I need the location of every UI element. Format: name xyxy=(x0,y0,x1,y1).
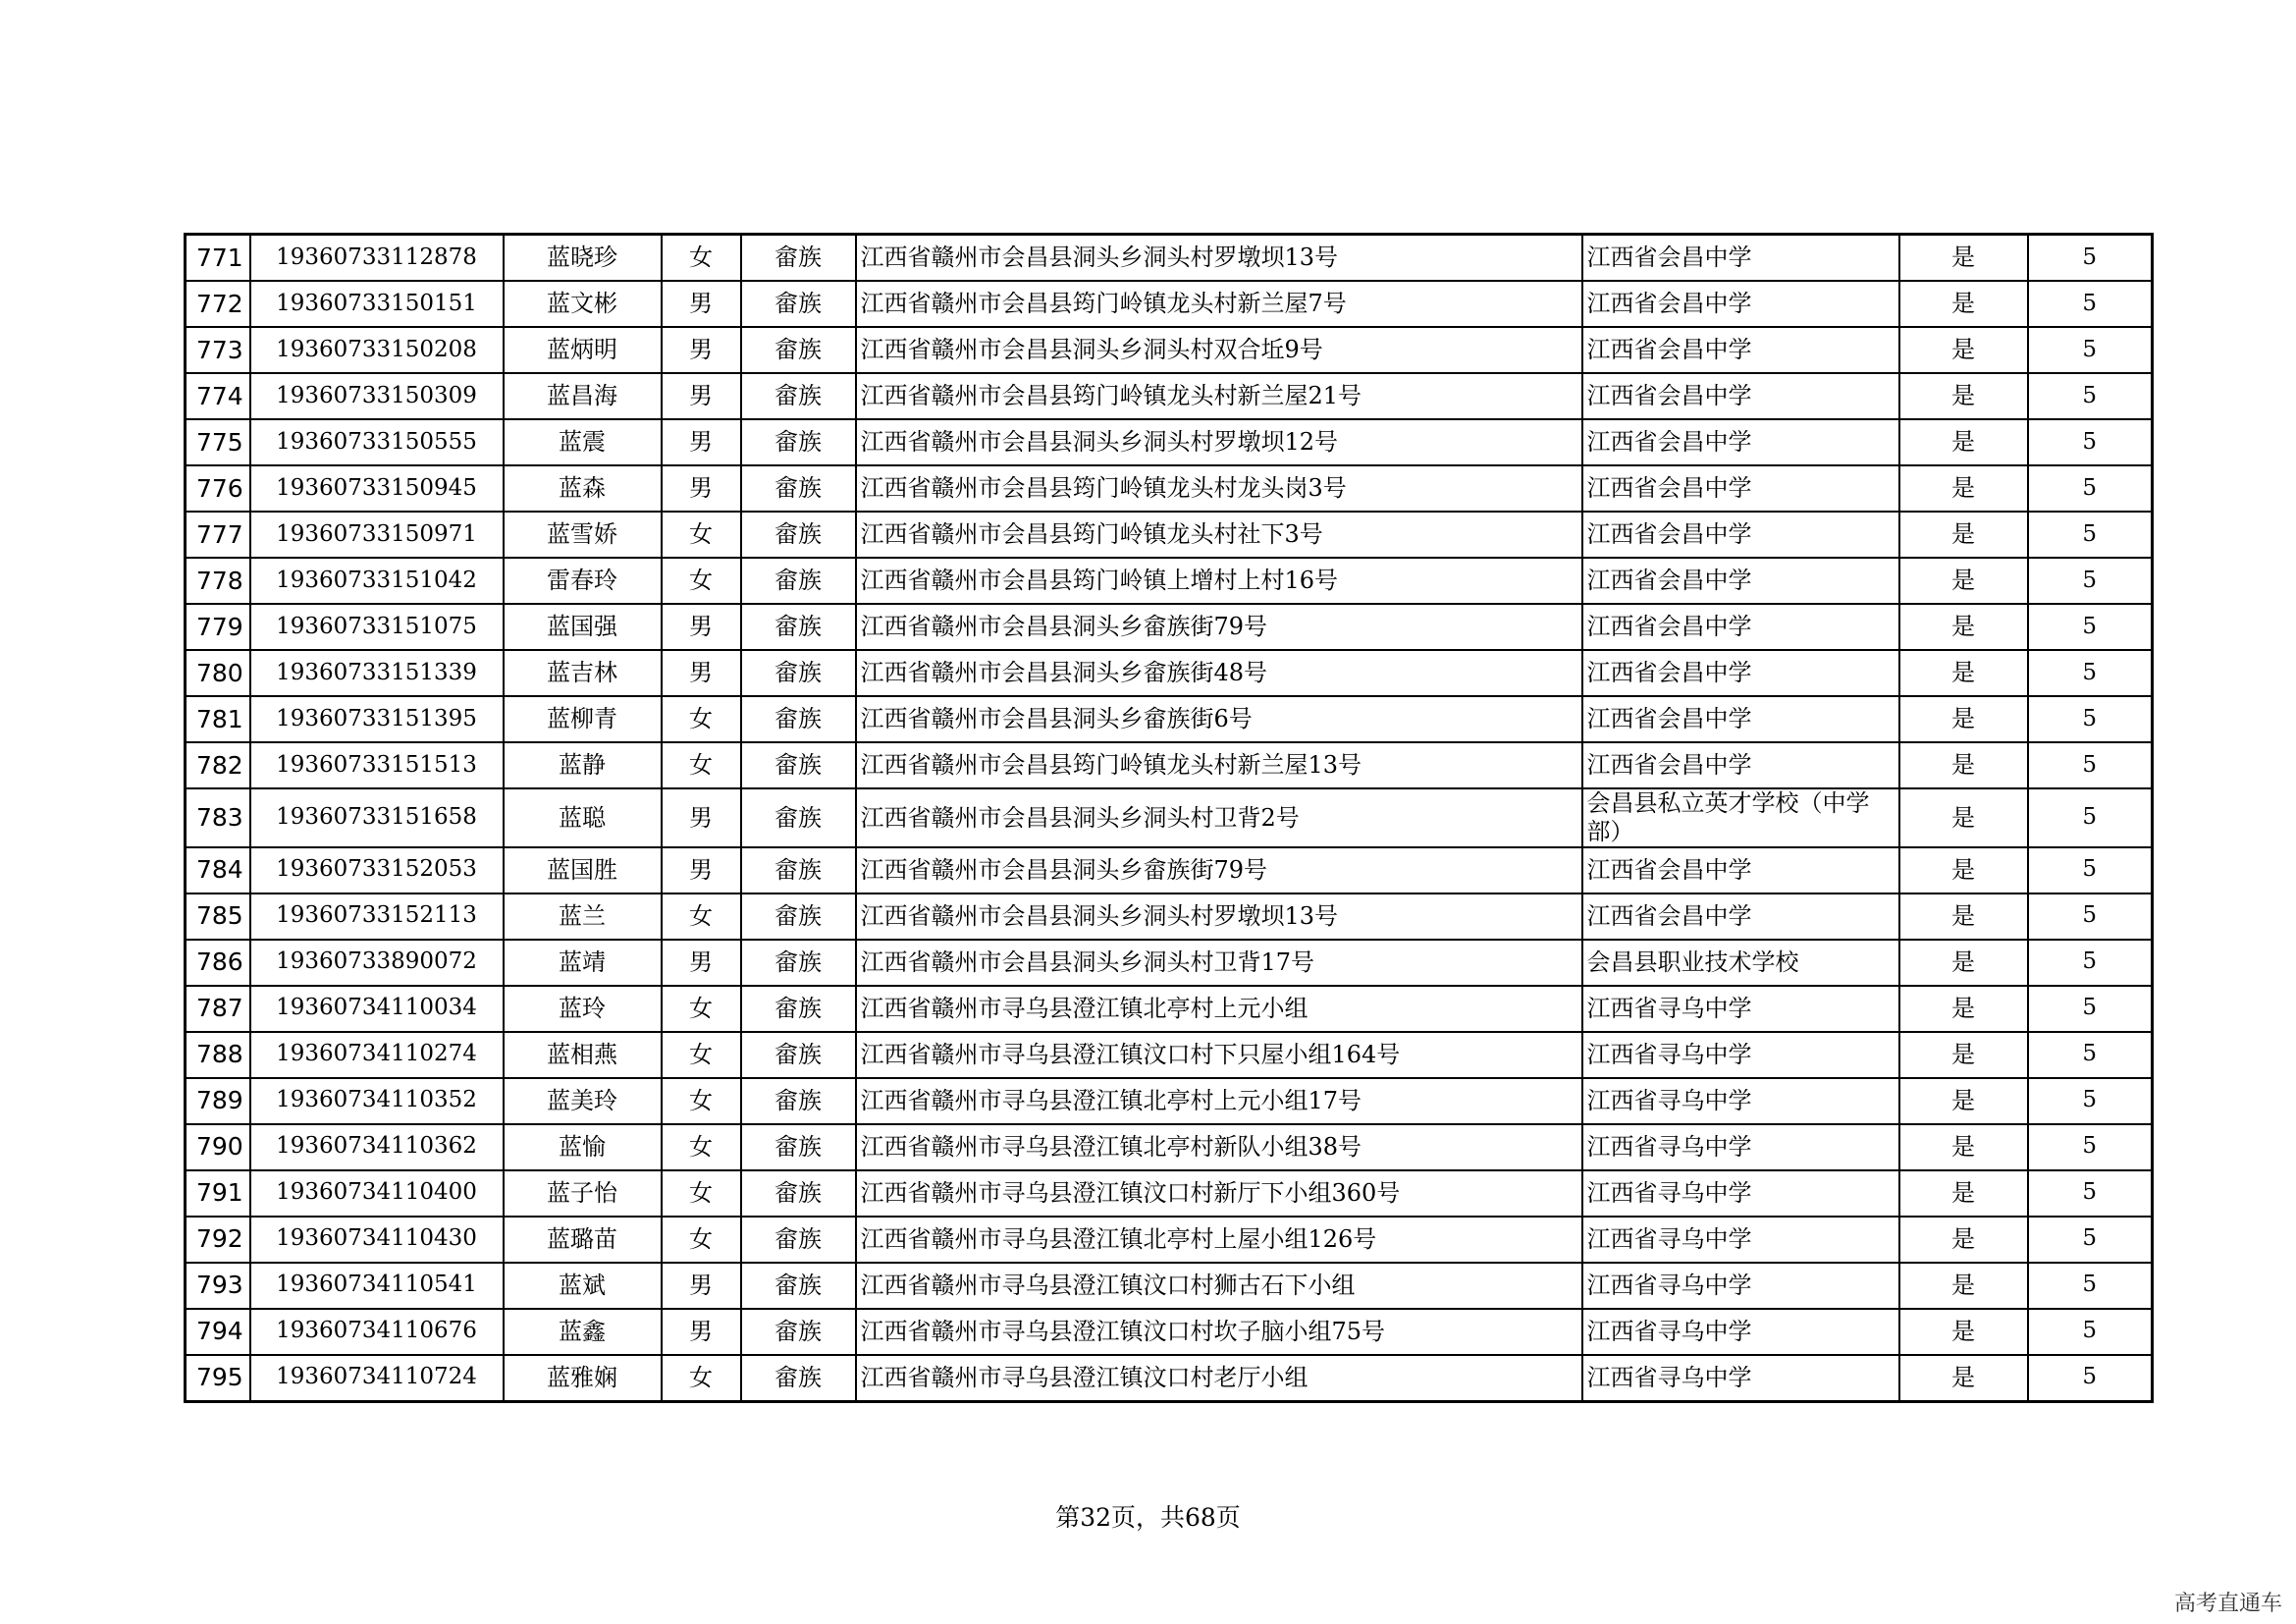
cell-school: 江西省会昌中学 xyxy=(1582,419,1899,465)
cell-address: 江西省赣州市寻乌县澄江镇汶口村坎子脑小组75号 xyxy=(856,1309,1582,1355)
cell-gender: 女 xyxy=(662,512,741,558)
cell-name: 蓝聪 xyxy=(504,788,662,847)
cell-ethnicity: 畲族 xyxy=(741,512,856,558)
cell-bonus-score: 5 xyxy=(2028,1309,2153,1355)
cell-ethnicity: 畲族 xyxy=(741,235,856,282)
cell-eligible: 是 xyxy=(1899,419,2028,465)
cell-bonus-score: 5 xyxy=(2028,373,2153,419)
cell-exam-id: 19360733150309 xyxy=(250,373,504,419)
cell-bonus-score: 5 xyxy=(2028,1170,2153,1217)
cell-ethnicity: 畲族 xyxy=(741,419,856,465)
cell-bonus-score: 5 xyxy=(2028,1263,2153,1309)
cell-bonus-score: 5 xyxy=(2028,847,2153,893)
cell-ethnicity: 畲族 xyxy=(741,1078,856,1124)
roster-body xyxy=(186,235,2153,1402)
watermark: 高考直通车 xyxy=(2173,1592,2282,1616)
cell-name: 蓝昌海 xyxy=(504,373,662,419)
cell-eligible: 是 xyxy=(1899,604,2028,650)
cell-seq: 791 xyxy=(186,1170,250,1217)
cell-address: 江西省赣州市会昌县洞头乡畲族街79号 xyxy=(856,847,1582,893)
cell-name: 蓝森 xyxy=(504,465,662,512)
cell-ethnicity: 畲族 xyxy=(741,327,856,373)
cell-ethnicity: 畲族 xyxy=(741,1355,856,1402)
cell-school: 江西省会昌中学 xyxy=(1582,327,1899,373)
cell-bonus-score: 5 xyxy=(2028,465,2153,512)
cell-address: 江西省赣州市会昌县洞头乡畲族街6号 xyxy=(856,696,1582,742)
cell-gender: 男 xyxy=(662,1309,741,1355)
cell-gender: 男 xyxy=(662,847,741,893)
cell-ethnicity: 畲族 xyxy=(741,650,856,696)
cell-seq: 785 xyxy=(186,893,250,940)
cell-name: 蓝相燕 xyxy=(504,1032,662,1078)
cell-address: 江西省赣州市会昌县筠门岭镇龙头村社下3号 xyxy=(856,512,1582,558)
table-row xyxy=(186,1032,2153,1078)
cell-address: 江西省赣州市寻乌县澄江镇北亭村上屋小组126号 xyxy=(856,1217,1582,1263)
cell-ethnicity: 畲族 xyxy=(741,986,856,1032)
table-row xyxy=(186,1124,2153,1170)
cell-bonus-score: 5 xyxy=(2028,893,2153,940)
cell-seq: 778 xyxy=(186,558,250,604)
cell-eligible: 是 xyxy=(1899,1217,2028,1263)
cell-address: 江西省赣州市会昌县洞头乡洞头村卫背17号 xyxy=(856,940,1582,986)
cell-name: 蓝鑫 xyxy=(504,1309,662,1355)
cell-gender: 男 xyxy=(662,1263,741,1309)
cell-seq: 780 xyxy=(186,650,250,696)
table-row xyxy=(186,1355,2153,1402)
cell-seq: 776 xyxy=(186,465,250,512)
cell-name: 蓝兰 xyxy=(504,893,662,940)
table-row xyxy=(186,558,2153,604)
cell-gender: 女 xyxy=(662,1170,741,1217)
cell-seq: 789 xyxy=(186,1078,250,1124)
cell-eligible: 是 xyxy=(1899,788,2028,847)
table-row xyxy=(186,650,2153,696)
cell-exam-id: 19360733890072 xyxy=(250,940,504,986)
cell-seq: 775 xyxy=(186,419,250,465)
cell-exam-id: 19360733152113 xyxy=(250,893,504,940)
cell-exam-id: 19360733151513 xyxy=(250,742,504,788)
cell-address: 江西省赣州市会昌县洞头乡畲族街48号 xyxy=(856,650,1582,696)
cell-eligible: 是 xyxy=(1899,1355,2028,1402)
cell-seq: 782 xyxy=(186,742,250,788)
cell-ethnicity: 畲族 xyxy=(741,1032,856,1078)
cell-school: 会昌县职业技术学校 xyxy=(1582,940,1899,986)
table-row xyxy=(186,465,2153,512)
cell-name: 蓝静 xyxy=(504,742,662,788)
cell-address: 江西省赣州市寻乌县澄江镇北亭村上元小组17号 xyxy=(856,1078,1582,1124)
table-row xyxy=(186,788,2153,847)
cell-eligible: 是 xyxy=(1899,1309,2028,1355)
cell-eligible: 是 xyxy=(1899,512,2028,558)
cell-bonus-score: 5 xyxy=(2028,940,2153,986)
cell-exam-id: 19360733152053 xyxy=(250,847,504,893)
cell-school: 江西省会昌中学 xyxy=(1582,465,1899,512)
cell-exam-id: 19360734110034 xyxy=(250,986,504,1032)
cell-school: 江西省寻乌中学 xyxy=(1582,1355,1899,1402)
cell-exam-id: 19360734110362 xyxy=(250,1124,504,1170)
table-row xyxy=(186,235,2153,282)
cell-name: 蓝吉林 xyxy=(504,650,662,696)
cell-gender: 男 xyxy=(662,419,741,465)
table-row xyxy=(186,742,2153,788)
cell-exam-id: 19360733151339 xyxy=(250,650,504,696)
cell-seq: 784 xyxy=(186,847,250,893)
table-row xyxy=(186,1217,2153,1263)
cell-gender: 男 xyxy=(662,327,741,373)
cell-name: 蓝柳青 xyxy=(504,696,662,742)
cell-address: 江西省赣州市会昌县筠门岭镇龙头村龙头岗3号 xyxy=(856,465,1582,512)
cell-bonus-score: 5 xyxy=(2028,281,2153,327)
cell-eligible: 是 xyxy=(1899,281,2028,327)
cell-name: 蓝美玲 xyxy=(504,1078,662,1124)
cell-school: 江西省寻乌中学 xyxy=(1582,1170,1899,1217)
cell-address: 江西省赣州市会昌县筠门岭镇龙头村新兰屋13号 xyxy=(856,742,1582,788)
cell-eligible: 是 xyxy=(1899,986,2028,1032)
cell-name: 蓝国强 xyxy=(504,604,662,650)
cell-eligible: 是 xyxy=(1899,1170,2028,1217)
cell-exam-id: 19360733150971 xyxy=(250,512,504,558)
table-row xyxy=(186,281,2153,327)
cell-bonus-score: 5 xyxy=(2028,1032,2153,1078)
cell-exam-id: 19360734110724 xyxy=(250,1355,504,1402)
cell-seq: 772 xyxy=(186,281,250,327)
cell-gender: 女 xyxy=(662,1032,741,1078)
cell-school: 江西省会昌中学 xyxy=(1582,373,1899,419)
cell-gender: 女 xyxy=(662,986,741,1032)
cell-name: 蓝晓珍 xyxy=(504,235,662,282)
cell-address: 江西省赣州市会昌县筠门岭镇龙头村新兰屋7号 xyxy=(856,281,1582,327)
cell-name: 蓝震 xyxy=(504,419,662,465)
cell-exam-id: 19360733150151 xyxy=(250,281,504,327)
cell-name: 蓝炳明 xyxy=(504,327,662,373)
cell-bonus-score: 5 xyxy=(2028,604,2153,650)
table-row xyxy=(186,847,2153,893)
table-row xyxy=(186,1078,2153,1124)
cell-name: 雷春玲 xyxy=(504,558,662,604)
table-row xyxy=(186,604,2153,650)
cell-address: 江西省赣州市寻乌县澄江镇汶口村老厅小组 xyxy=(856,1355,1582,1402)
cell-seq: 788 xyxy=(186,1032,250,1078)
cell-eligible: 是 xyxy=(1899,327,2028,373)
cell-school: 江西省会昌中学 xyxy=(1582,742,1899,788)
cell-eligible: 是 xyxy=(1899,893,2028,940)
cell-gender: 女 xyxy=(662,893,741,940)
cell-exam-id: 19360733150208 xyxy=(250,327,504,373)
cell-seq: 779 xyxy=(186,604,250,650)
cell-exam-id: 19360733112878 xyxy=(250,235,504,282)
cell-exam-id: 19360734110430 xyxy=(250,1217,504,1263)
cell-gender: 男 xyxy=(662,940,741,986)
cell-eligible: 是 xyxy=(1899,373,2028,419)
roster-sheet xyxy=(184,233,2151,1441)
cell-school: 江西省寻乌中学 xyxy=(1582,986,1899,1032)
table-row xyxy=(186,373,2153,419)
cell-seq: 781 xyxy=(186,696,250,742)
cell-ethnicity: 畲族 xyxy=(741,604,856,650)
cell-exam-id: 19360733151395 xyxy=(250,696,504,742)
cell-gender: 男 xyxy=(662,281,741,327)
cell-bonus-score: 5 xyxy=(2028,1124,2153,1170)
cell-eligible: 是 xyxy=(1899,1124,2028,1170)
cell-seq: 777 xyxy=(186,512,250,558)
cell-gender: 女 xyxy=(662,235,741,282)
cell-school: 江西省会昌中学 xyxy=(1582,558,1899,604)
cell-name: 蓝国胜 xyxy=(504,847,662,893)
cell-gender: 女 xyxy=(662,1078,741,1124)
cell-address: 江西省赣州市寻乌县澄江镇汶口村狮古石下小组 xyxy=(856,1263,1582,1309)
cell-bonus-score: 5 xyxy=(2028,512,2153,558)
cell-gender: 男 xyxy=(662,604,741,650)
cell-school: 江西省寻乌中学 xyxy=(1582,1032,1899,1078)
cell-gender: 女 xyxy=(662,742,741,788)
cell-ethnicity: 畲族 xyxy=(741,1263,856,1309)
cell-gender: 女 xyxy=(662,1124,741,1170)
cell-bonus-score: 5 xyxy=(2028,1078,2153,1124)
cell-gender: 男 xyxy=(662,650,741,696)
page-number: 第32页，共68页 xyxy=(1055,1503,1241,1532)
cell-gender: 女 xyxy=(662,558,741,604)
cell-eligible: 是 xyxy=(1899,1263,2028,1309)
cell-school: 江西省会昌中学 xyxy=(1582,235,1899,282)
cell-name: 蓝文彬 xyxy=(504,281,662,327)
cell-ethnicity: 畲族 xyxy=(741,465,856,512)
cell-eligible: 是 xyxy=(1899,847,2028,893)
cell-bonus-score: 5 xyxy=(2028,327,2153,373)
cell-gender: 女 xyxy=(662,696,741,742)
cell-address: 江西省赣州市会昌县洞头乡洞头村卫背2号 xyxy=(856,788,1582,847)
cell-address: 江西省赣州市寻乌县澄江镇北亭村新队小组38号 xyxy=(856,1124,1582,1170)
cell-ethnicity: 畲族 xyxy=(741,788,856,847)
cell-address: 江西省赣州市寻乌县澄江镇汶口村下只屋小组164号 xyxy=(856,1032,1582,1078)
cell-name: 蓝玲 xyxy=(504,986,662,1032)
cell-ethnicity: 畲族 xyxy=(741,847,856,893)
cell-address: 江西省赣州市寻乌县澄江镇汶口村新厅下小组360号 xyxy=(856,1170,1582,1217)
cell-school: 江西省会昌中学 xyxy=(1582,604,1899,650)
cell-name: 蓝靖 xyxy=(504,940,662,986)
cell-school: 江西省寻乌中学 xyxy=(1582,1263,1899,1309)
cell-eligible: 是 xyxy=(1899,1078,2028,1124)
cell-bonus-score: 5 xyxy=(2028,650,2153,696)
cell-seq: 773 xyxy=(186,327,250,373)
cell-ethnicity: 畲族 xyxy=(741,893,856,940)
cell-name: 蓝斌 xyxy=(504,1263,662,1309)
cell-seq: 790 xyxy=(186,1124,250,1170)
cell-bonus-score: 5 xyxy=(2028,788,2153,847)
cell-school: 江西省寻乌中学 xyxy=(1582,1217,1899,1263)
cell-ethnicity: 畲族 xyxy=(741,1170,856,1217)
cell-seq: 786 xyxy=(186,940,250,986)
cell-address: 江西省赣州市会昌县筠门岭镇龙头村新兰屋21号 xyxy=(856,373,1582,419)
cell-eligible: 是 xyxy=(1899,235,2028,282)
table-row xyxy=(186,1309,2153,1355)
cell-ethnicity: 畲族 xyxy=(741,1309,856,1355)
cell-bonus-score: 5 xyxy=(2028,235,2153,282)
cell-eligible: 是 xyxy=(1899,696,2028,742)
cell-seq: 793 xyxy=(186,1263,250,1309)
cell-gender: 男 xyxy=(662,788,741,847)
cell-address: 江西省赣州市会昌县洞头乡洞头村罗墩坝12号 xyxy=(856,419,1582,465)
cell-seq: 787 xyxy=(186,986,250,1032)
cell-exam-id: 19360734110274 xyxy=(250,1032,504,1078)
cell-school: 江西省会昌中学 xyxy=(1582,281,1899,327)
cell-exam-id: 19360733150945 xyxy=(250,465,504,512)
cell-school: 江西省会昌中学 xyxy=(1582,512,1899,558)
cell-school: 江西省会昌中学 xyxy=(1582,847,1899,893)
cell-ethnicity: 畲族 xyxy=(741,373,856,419)
cell-eligible: 是 xyxy=(1899,940,2028,986)
cell-name: 蓝雪娇 xyxy=(504,512,662,558)
table-row xyxy=(186,327,2153,373)
cell-exam-id: 19360734110352 xyxy=(250,1078,504,1124)
cell-seq: 774 xyxy=(186,373,250,419)
cell-school: 江西省会昌中学 xyxy=(1582,650,1899,696)
cell-address: 江西省赣州市会昌县洞头乡洞头村双合坵9号 xyxy=(856,327,1582,373)
table-row xyxy=(186,512,2153,558)
cell-bonus-score: 5 xyxy=(2028,986,2153,1032)
cell-exam-id: 19360734110676 xyxy=(250,1309,504,1355)
cell-exam-id: 19360733151075 xyxy=(250,604,504,650)
table-row xyxy=(186,940,2153,986)
cell-ethnicity: 畲族 xyxy=(741,696,856,742)
cell-gender: 女 xyxy=(662,1355,741,1402)
cell-school: 会昌县私立英才学校（中学部） xyxy=(1582,788,1899,847)
cell-exam-id: 19360734110541 xyxy=(250,1263,504,1309)
cell-exam-id: 19360733150555 xyxy=(250,419,504,465)
cell-ethnicity: 畲族 xyxy=(741,281,856,327)
cell-address: 江西省赣州市会昌县洞头乡洞头村罗墩坝13号 xyxy=(856,235,1582,282)
cell-ethnicity: 畲族 xyxy=(741,1217,856,1263)
cell-name: 蓝子怡 xyxy=(504,1170,662,1217)
cell-bonus-score: 5 xyxy=(2028,1217,2153,1263)
cell-ethnicity: 畲族 xyxy=(741,742,856,788)
table-row xyxy=(186,696,2153,742)
cell-ethnicity: 畲族 xyxy=(741,558,856,604)
cell-gender: 男 xyxy=(662,465,741,512)
cell-eligible: 是 xyxy=(1899,742,2028,788)
cell-seq: 795 xyxy=(186,1355,250,1402)
cell-seq: 792 xyxy=(186,1217,250,1263)
cell-gender: 男 xyxy=(662,373,741,419)
cell-seq: 771 xyxy=(186,235,250,282)
cell-bonus-score: 5 xyxy=(2028,696,2153,742)
cell-school: 江西省寻乌中学 xyxy=(1582,1124,1899,1170)
cell-bonus-score: 5 xyxy=(2028,742,2153,788)
cell-eligible: 是 xyxy=(1899,1032,2028,1078)
cell-ethnicity: 畲族 xyxy=(741,940,856,986)
cell-seq: 783 xyxy=(186,788,250,847)
table-row xyxy=(186,419,2153,465)
table-row xyxy=(186,893,2153,940)
table-row xyxy=(186,986,2153,1032)
cell-exam-id: 19360733151658 xyxy=(250,788,504,847)
cell-exam-id: 19360734110400 xyxy=(250,1170,504,1217)
roster-table xyxy=(184,233,2154,1403)
cell-school: 江西省寻乌中学 xyxy=(1582,1309,1899,1355)
cell-address: 江西省赣州市会昌县筠门岭镇上增村上村16号 xyxy=(856,558,1582,604)
table-row xyxy=(186,1170,2153,1217)
cell-bonus-score: 5 xyxy=(2028,419,2153,465)
cell-seq: 794 xyxy=(186,1309,250,1355)
cell-school: 江西省寻乌中学 xyxy=(1582,1078,1899,1124)
cell-exam-id: 19360733151042 xyxy=(250,558,504,604)
cell-eligible: 是 xyxy=(1899,465,2028,512)
cell-school: 江西省会昌中学 xyxy=(1582,696,1899,742)
cell-eligible: 是 xyxy=(1899,558,2028,604)
cell-school: 江西省会昌中学 xyxy=(1582,893,1899,940)
table-row xyxy=(186,1263,2153,1309)
cell-eligible: 是 xyxy=(1899,650,2028,696)
cell-address: 江西省赣州市会昌县洞头乡畲族街79号 xyxy=(856,604,1582,650)
cell-name: 蓝雅娴 xyxy=(504,1355,662,1402)
cell-bonus-score: 5 xyxy=(2028,558,2153,604)
cell-address: 江西省赣州市寻乌县澄江镇北亭村上元小组 xyxy=(856,986,1582,1032)
cell-bonus-score: 5 xyxy=(2028,1355,2153,1402)
cell-name: 蓝璐苗 xyxy=(504,1217,662,1263)
cell-gender: 女 xyxy=(662,1217,741,1263)
cell-name: 蓝愉 xyxy=(504,1124,662,1170)
cell-ethnicity: 畲族 xyxy=(741,1124,856,1170)
cell-address: 江西省赣州市会昌县洞头乡洞头村罗墩坝13号 xyxy=(856,893,1582,940)
